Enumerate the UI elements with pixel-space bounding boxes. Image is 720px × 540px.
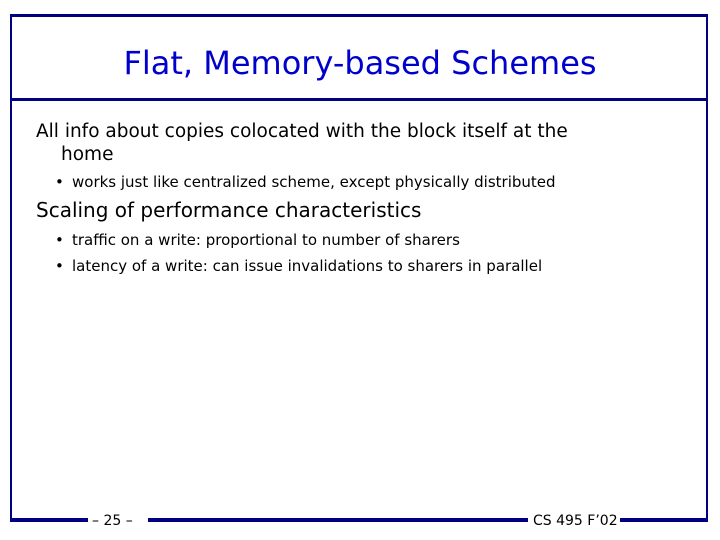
subpoint-2-2 <box>55 256 543 276</box>
point-2: Scaling of performance characteristics <box>36 198 422 222</box>
slide-title: Flat, Memory-based Schemes <box>123 44 597 82</box>
course-label: CS 495 F’02 <box>533 513 618 529</box>
page-number: – 25 – <box>92 513 133 529</box>
point-1-line-1: All info about copies colocated with the block itself at the <box>36 121 568 142</box>
subpoint-2-1 <box>55 230 460 250</box>
point-1-line-2: home <box>61 144 114 165</box>
footer-rule-middle <box>148 518 528 522</box>
title-divider <box>10 98 708 101</box>
bullet-icon: • <box>55 257 64 275</box>
subpoint-text: works just like centralized scheme, except physically distributed <box>72 173 556 191</box>
subpoint-text: traffic on a write: proportional to number of sharers <box>72 231 460 249</box>
bullet-icon: • <box>55 173 64 191</box>
bullet-icon: • <box>55 231 64 249</box>
subpoint-1-1 <box>55 172 556 192</box>
subpoint-text: latency of a write: can issue invalidations to sharers in parallel <box>72 257 543 275</box>
footer-rule-right <box>620 518 708 522</box>
point-1 <box>36 120 686 166</box>
footer-rule-left <box>10 518 88 522</box>
